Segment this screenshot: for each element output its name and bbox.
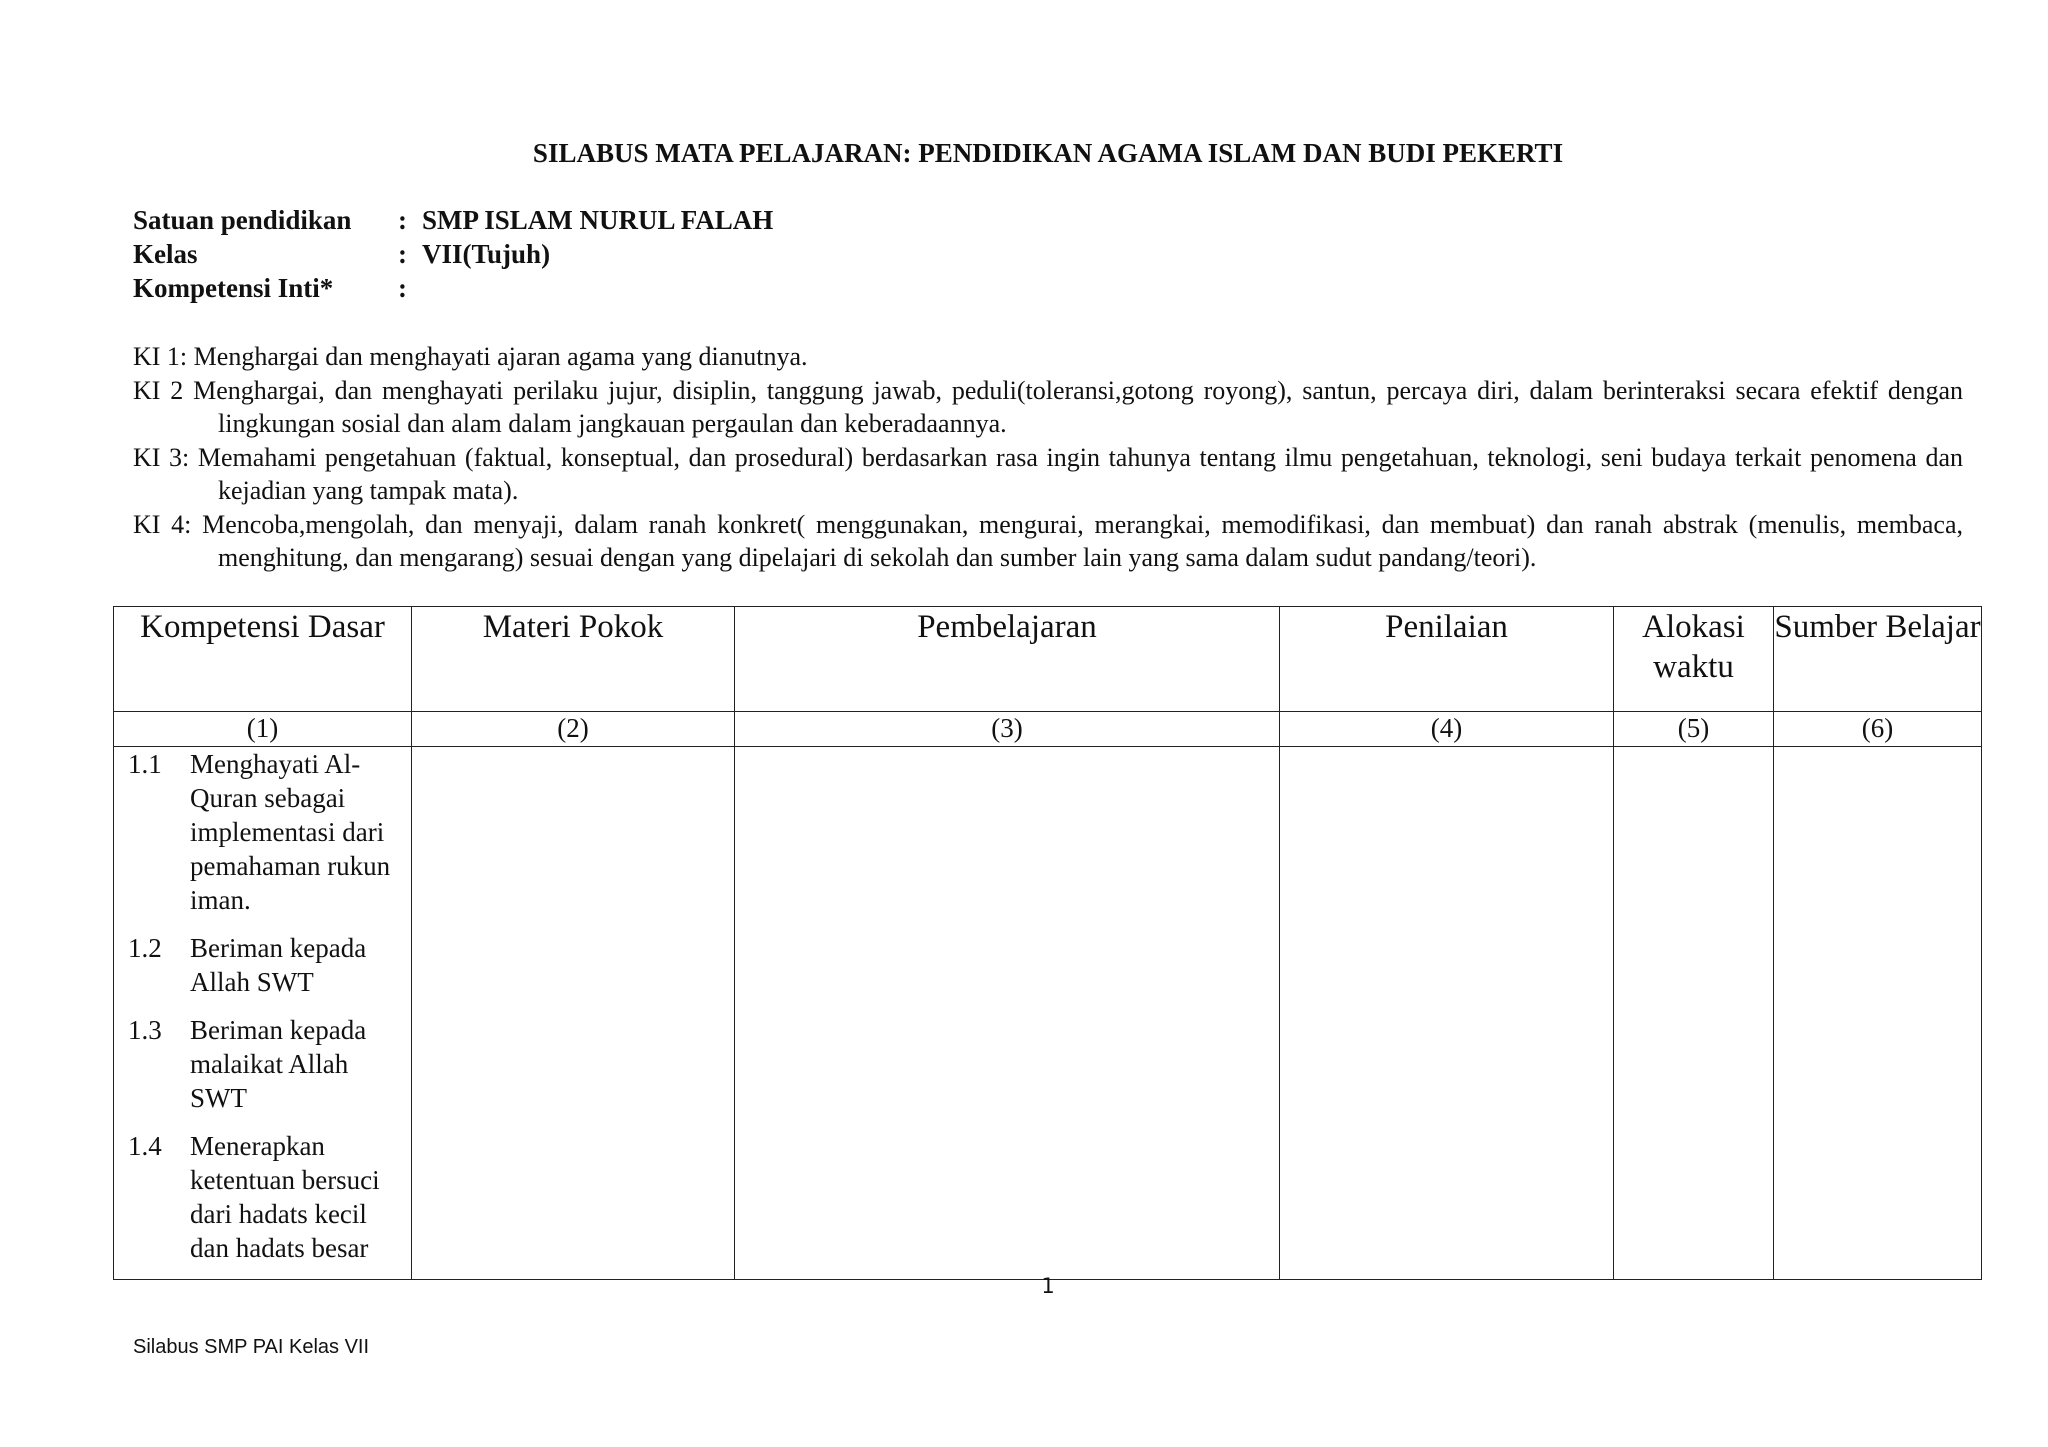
kd-number: 1.3 <box>128 1015 162 1045</box>
kd-text: Menerapkan ketentuan bersuci dari hadats kecil dan hadats besar <box>190 1131 380 1263</box>
table-header-row <box>114 607 1982 712</box>
kd-number: 1.2 <box>128 933 162 963</box>
ki-row <box>133 271 773 305</box>
column-number: (4) <box>1280 712 1614 747</box>
column-number: (5) <box>1614 712 1774 747</box>
kd-number: 1.1 <box>128 749 162 779</box>
column-number: (3) <box>735 712 1280 747</box>
syllabus-table <box>113 606 1982 1280</box>
pembelajaran-cell <box>735 747 1280 1280</box>
kd-number: 1.4 <box>128 1131 162 1161</box>
penilaian-cell <box>1280 747 1614 1280</box>
page-title: SILABUS MATA PELAJARAN: PENDIDIKAN AGAMA ISLAM DAN BUDI PEKERTI <box>532 138 1564 168</box>
kompetensi-inti-list <box>133 340 1963 575</box>
header-penilaian: Penilaian <box>1280 607 1614 712</box>
kelas-label: Kelas <box>133 239 198 269</box>
table-row <box>114 747 1982 1280</box>
header-sumber-belajar: Sumber Belajar <box>1774 607 1982 712</box>
kd-item <box>114 931 411 999</box>
satuan-row <box>133 203 773 237</box>
column-number: (2) <box>412 712 735 747</box>
header-materi-pokok: Materi Pokok <box>412 607 735 712</box>
kd-item <box>114 1013 411 1115</box>
kompetensi-dasar-cell <box>114 747 412 1280</box>
header-pembelajaran: Pembelajaran <box>735 607 1280 712</box>
separator: : <box>398 205 407 235</box>
identity-block <box>133 203 773 305</box>
page-number: 1 <box>1041 1274 1055 1298</box>
ki-item-3: KI 3: Memahami pengetahuan (faktual, konseptual, dan prosedural) berdasarkan rasa ingin tahunya tentang ilmu pengetahuan, teknologi, seni budaya terkait penomena dan kejadian yang tampak mata). <box>133 442 1963 505</box>
page-footer: Silabus SMP PAI Kelas VII <box>133 1336 370 1358</box>
satuan-value: SMP ISLAM NURUL FALAH <box>422 205 774 235</box>
kd-text: Menghayati Al-Quran sebagai implementasi dari pemahaman rukun iman. <box>190 749 391 915</box>
kd-text: Beriman kepada malaikat Allah SWT <box>190 1015 367 1113</box>
ki-item-2: KI 2 Menghargai, dan menghayati perilaku jujur, disiplin, tanggung jawab, peduli(toleransi,gotong royong), santun, percaya diri, dalam berinteraksi secara efektif dengan lingkungan sosial dan alam dalam jangkauan pergaulan dan keberadaannya. <box>133 375 1963 438</box>
kd-text: Beriman kepada Allah SWT <box>190 933 367 997</box>
separator: : <box>398 239 407 269</box>
kd-item <box>114 747 411 917</box>
separator: : <box>398 273 407 303</box>
column-number: (6) <box>1774 712 1982 747</box>
satuan-label: Satuan pendidikan <box>133 205 352 235</box>
table-number-row <box>114 712 1982 747</box>
ki-item-1: KI 1: Menghargai dan menghayati ajaran agama yang dianutnya. <box>133 342 808 371</box>
alokasi-waktu-cell <box>1614 747 1774 1280</box>
ki-item-4: KI 4: Mencoba,mengolah, dan menyaji, dalam ranah konkret( menggunakan, mengurai, merangkai, memodifikasi, dan membuat) dan ranah abstrak (menulis, membaca, menghitung, dan mengarang) sesuai dengan yang dipelajari di sekolah dan sumber lain yang sama dalam sudut pandang/teori). <box>133 509 1963 572</box>
kelas-row <box>133 237 773 271</box>
materi-pokok-cell <box>412 747 735 1280</box>
ki-label: Kompetensi Inti* <box>133 273 334 303</box>
sumber-belajar-cell <box>1774 747 1982 1280</box>
kelas-value: VII(Tujuh) <box>422 239 551 269</box>
header-kompetensi-dasar: Kompetensi Dasar <box>114 607 412 712</box>
header-alokasi-waktu: Alokasi waktu <box>1614 607 1774 712</box>
column-number: (1) <box>114 712 412 747</box>
kd-item <box>114 1129 411 1265</box>
